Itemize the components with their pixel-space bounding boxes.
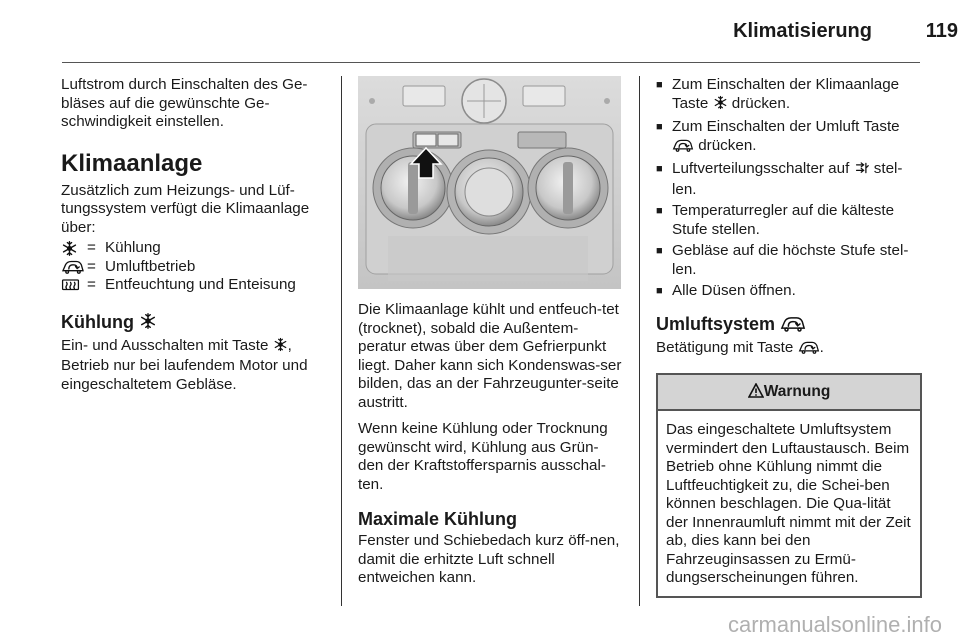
list-item bbox=[656, 76, 924, 115]
heading-kuehlung-text: Kühlung bbox=[61, 311, 134, 332]
column-divider bbox=[639, 76, 640, 606]
legend-equals: = bbox=[87, 239, 96, 256]
column-middle bbox=[358, 76, 623, 588]
climate-control-photo bbox=[358, 76, 621, 289]
list-item-text: Zum Einschalten der Klimaanlage Taste bbox=[672, 76, 900, 112]
legend-row-dehumidify bbox=[61, 276, 327, 295]
legend-label: Umluftbetrieb bbox=[105, 257, 196, 275]
snowflake-icon bbox=[273, 337, 288, 358]
list-item bbox=[656, 118, 924, 157]
heading-maximale-kuehlung: Maximale Kühlung bbox=[358, 509, 518, 529]
page-number: 119 bbox=[925, 20, 958, 42]
knob-left bbox=[373, 148, 453, 228]
list-item-text: drücken. bbox=[731, 94, 791, 112]
cooling-info-paragraph: Die Klimaanlage kühlt und entfeuch-tet (trocknet), sobald die Außentem-peratur etwas über dem Gefrierpunkt liegt. Daher kann sich Kondenswas-ser bilden, das an der Fahrzeugunter-seite austritt. bbox=[358, 301, 622, 411]
heading-umluftsystem bbox=[656, 313, 924, 337]
instruction-list bbox=[656, 76, 924, 301]
warning-title: Warnung bbox=[763, 383, 831, 400]
list-item-text: drücken. bbox=[698, 136, 757, 154]
heading-kuehlung bbox=[61, 311, 327, 335]
legend-label: Entfeuchtung und Enteisung bbox=[105, 276, 296, 293]
dehumidify-icon bbox=[61, 278, 87, 293]
column-right bbox=[656, 76, 924, 598]
list-item-text: Zum Einschalten der Umluft Taste bbox=[672, 118, 900, 135]
watermark: carmanualsonline.info bbox=[727, 612, 942, 637]
warning-triangle-icon bbox=[748, 377, 764, 411]
list-item: ■ Temperaturregler auf die kälteste Stufe stellen. bbox=[656, 202, 924, 239]
recirculation-icon bbox=[672, 138, 694, 158]
recirculation-icon bbox=[61, 259, 87, 274]
list-item: ■ Gebläse auf die höchste Stufe stel-len. bbox=[656, 242, 924, 279]
kuehlung-text-a: Ein- und Ausschalten mit Taste bbox=[61, 336, 269, 354]
legend-equals: = bbox=[87, 276, 96, 293]
legend-list bbox=[61, 239, 327, 295]
snowflake-icon bbox=[61, 240, 87, 257]
warning-text: Das eingeschaltete Umluftsystem vermindert den Luftaustausch. Beim Betrieb ohne Kühlung nimmt die Luftfeuchtigkeit zu, die Schei-ben können beschlagen. Die Qua-lität der Innenraumluft nimmt mit der Zeit ab, dies kann bei den Fahrzeuginsassen zu Ermü-dungserscheinungen führen. bbox=[666, 421, 911, 586]
heading-umluftsystem-text: Umluftsystem bbox=[656, 313, 776, 334]
legend-row-recirculation bbox=[61, 258, 327, 277]
kuehlung-paragraph bbox=[61, 337, 327, 395]
list-item-text: stel-len. bbox=[672, 160, 903, 198]
air-distribution-icon bbox=[854, 161, 870, 181]
warning-box bbox=[656, 373, 922, 598]
knob-center bbox=[447, 150, 531, 234]
maximale-kuehlung-paragraph: Fenster und Schiebedach kurz öff-nen, damit die erhitzte Luft schnell entweichen kann. bbox=[358, 532, 620, 586]
warning-header bbox=[658, 375, 920, 411]
snowflake-icon bbox=[713, 95, 728, 116]
heading-klimaanlage: Klimaanlage bbox=[61, 149, 203, 177]
list-item-text: Luftverteilungsschalter auf bbox=[672, 160, 850, 177]
fuel-saving-paragraph: Wenn keine Kühlung oder Trocknung gewünscht wird, Kühlung aus Grün-den der Kraftstoffersparnis ausschal-ten. bbox=[358, 420, 608, 493]
umluft-text-end: . bbox=[819, 338, 824, 356]
page-title: Klimatisierung bbox=[733, 20, 872, 42]
kuehlung-text-b: , Betrieb nur bei laufendem Motor und eingeschaltetem Gebläse. bbox=[61, 336, 308, 393]
umluft-text: Betätigung mit Taste bbox=[656, 338, 794, 356]
recirculation-icon bbox=[798, 340, 820, 360]
column-divider bbox=[341, 76, 342, 606]
recirculation-icon bbox=[780, 315, 806, 337]
list-item bbox=[656, 160, 924, 199]
intro-paragraph: Luftstrom durch Einschalten des Ge-bläses auf die gewünschte Ge-schwindigkeit einstellen. bbox=[61, 76, 308, 130]
legend-row-cooling bbox=[61, 239, 327, 258]
snowflake-icon bbox=[139, 312, 157, 335]
list-item: ■ Alle Düsen öffnen. bbox=[656, 282, 924, 301]
legend-label: Kühlung bbox=[105, 239, 161, 256]
column-left bbox=[61, 76, 327, 394]
knob-right bbox=[528, 148, 608, 228]
klimaanlage-paragraph: Zusätzlich zum Heizungs- und Lüf-tungssystem verfügt die Klimaanlage über: bbox=[61, 181, 310, 236]
umluft-paragraph bbox=[656, 339, 924, 360]
legend-equals: = bbox=[87, 257, 96, 275]
